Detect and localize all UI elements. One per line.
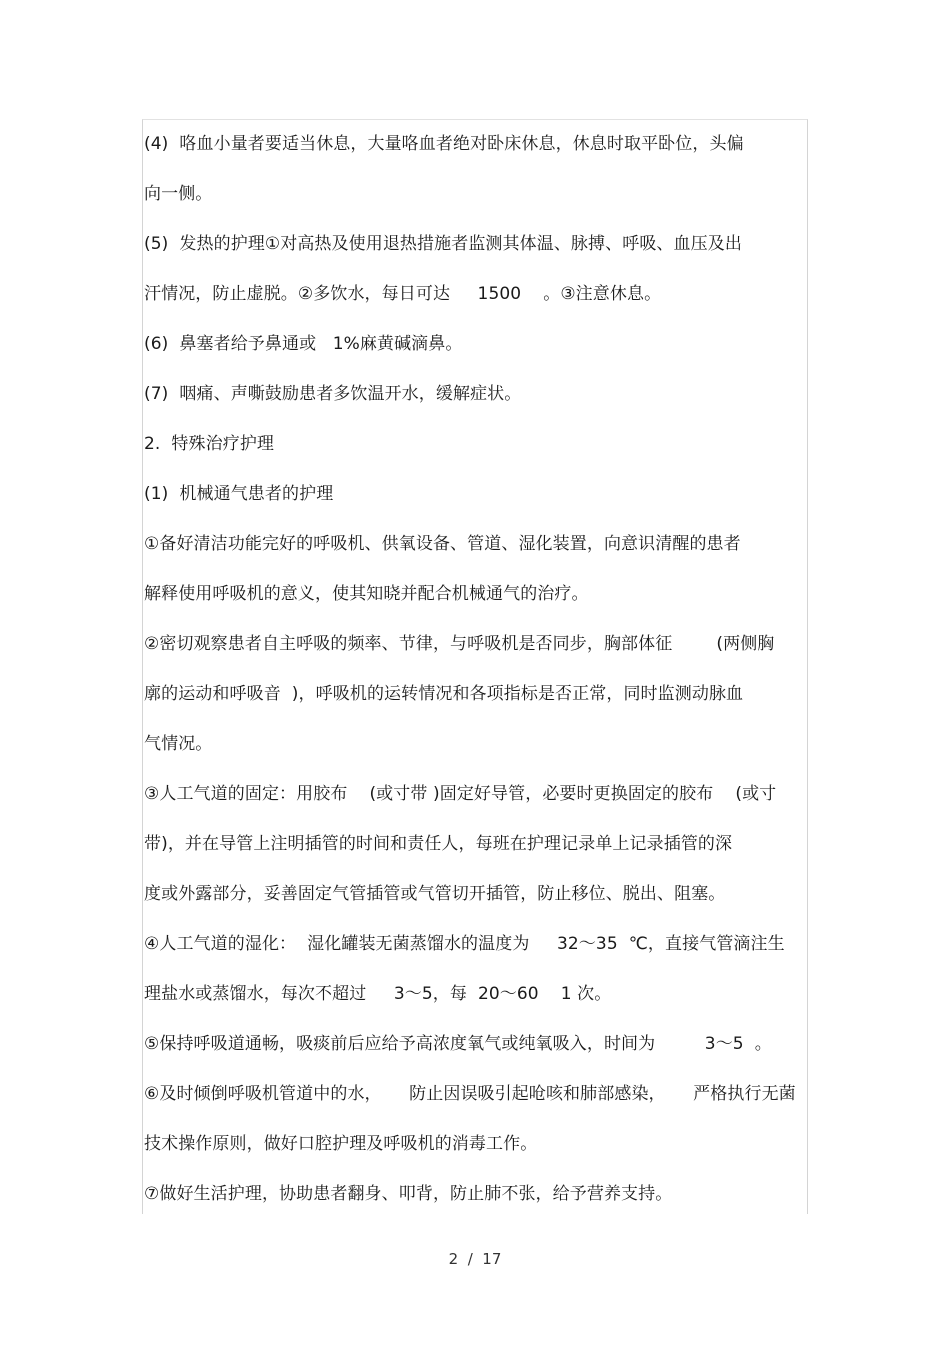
text-line: 廓的运动和呼吸音 )，呼吸机的运转情况和各项指标是否正常，同时监测动脉血 bbox=[144, 684, 744, 704]
text-line: ②密切观察患者自主呼吸的频率、节律，与呼吸机是否同步，胸部体征 (两侧胸 bbox=[144, 634, 775, 654]
text-line: ⑦做好生活护理，协助患者翻身、叩背，防止肺不张，给予营养支持。 bbox=[144, 1184, 673, 1204]
text-line: ①备好清洁功能完好的呼吸机、供氧设备、管道、湿化装置，向意识清醒的患者 bbox=[144, 534, 741, 554]
text-line: ⑥及时倾倒呼吸机管道中的水， 防止因误吸引起呛咳和肺部感染， 严格执行无菌 bbox=[144, 1084, 796, 1104]
text-line: (7) 咽痛、声嘶鼓励患者多饮温开水，缓解症状。 bbox=[144, 384, 522, 404]
text-line: 气情况。 bbox=[144, 734, 213, 754]
text-line: 技术操作原则，做好口腔护理及呼吸机的消毒工作。 bbox=[144, 1134, 538, 1154]
text-line: ⑤保持呼吸道通畅，吸痰前后应给予高浓度氧气或纯氧吸入，时间为 3～5 。 bbox=[144, 1034, 772, 1054]
text-line: ③人工气道的固定：用胶布 (或寸带 )固定好导管，必要时更换固定的胶布 (或寸 bbox=[144, 784, 777, 804]
text-line: 度或外露部分，妥善固定气管插管或气管切开插管，防止移位、脱出、阻塞。 bbox=[144, 884, 726, 904]
text-line: 解释使用呼吸机的意义，使其知晓并配合机械通气的治疗。 bbox=[144, 584, 589, 604]
section-heading: 2. 特殊治疗护理 bbox=[144, 434, 275, 454]
text-line: 带)，并在导管上注明插管的时间和责任人，每班在护理记录单上记录插管的深 bbox=[144, 834, 733, 854]
text-line: 汗情况，防止虚脱。②多饮水，每日可达 1500 。③注意休息。 bbox=[144, 284, 662, 304]
text-line: 理盐水或蒸馏水，每次不超过 3～5，每 20～60 1 次。 bbox=[144, 984, 612, 1004]
text-line: (5) 发热的护理①对高热及使用退热措施者监测其体温、脉搏、呼吸、血压及出 bbox=[144, 234, 742, 254]
subsection-heading: (1) 机械通气患者的护理 bbox=[144, 484, 334, 504]
text-line: (4) 咯血小量者要适当休息，大量咯血者绝对卧床休息，休息时取平卧位，头偏 bbox=[144, 134, 744, 154]
text-line: (6) 鼻塞者给予鼻通或 1%麻黄碱滴鼻。 bbox=[144, 334, 463, 354]
text-line: ④人工气道的湿化： 湿化罐装无菌蒸馏水的温度为 32～35 ℃，直接气管滴注生 bbox=[144, 934, 785, 954]
page-number: 2 / 17 bbox=[448, 1250, 502, 1268]
text-line: 向一侧。 bbox=[144, 184, 213, 204]
